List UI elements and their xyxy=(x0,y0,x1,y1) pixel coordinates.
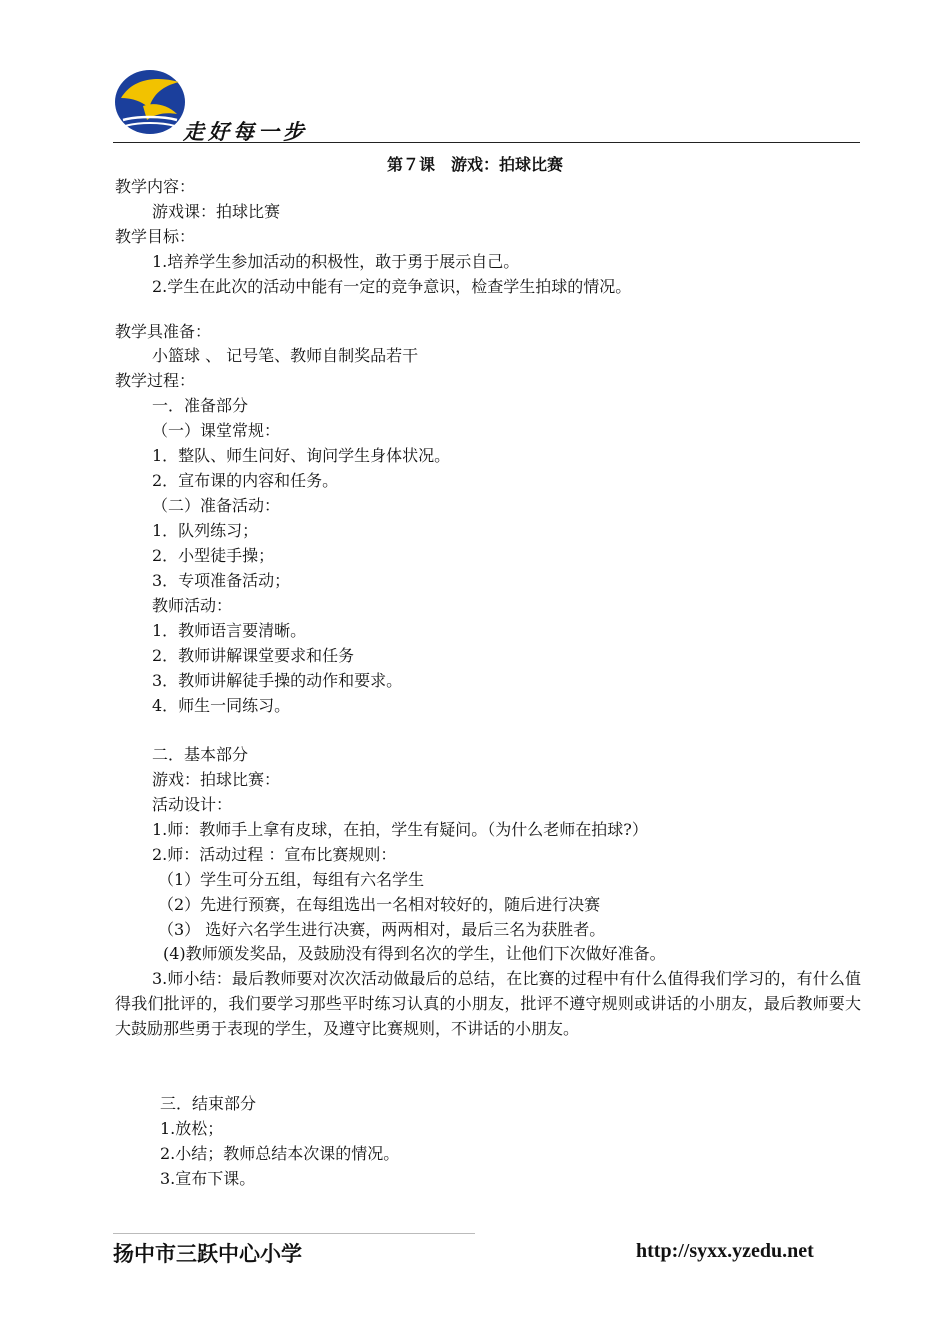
list-item: 3.宣布下课。 xyxy=(160,1169,256,1188)
list-item: 2.师：活动过程 ：宣布比赛规则： xyxy=(152,845,397,864)
sub-heading: 游戏：拍球比赛： xyxy=(152,770,281,789)
goal-line: 1.培养学生参加活动的积极性，敢于勇于展示自己。 xyxy=(152,252,520,271)
list-item: (4)教师颁发奖品，及鼓励没有得到名次的学生，让他们下次做好准备。 xyxy=(163,944,666,963)
list-item: 1.放松； xyxy=(160,1119,224,1138)
part-heading: 一．准备部分 xyxy=(152,396,249,415)
school-logo xyxy=(113,68,187,136)
part-heading: 二．基本部分 xyxy=(152,745,249,764)
section-heading-goals: 教学目标： xyxy=(115,227,196,246)
section-heading-content: 教学内容： xyxy=(115,177,196,196)
list-item: （1）学生可分五组，每组有六名学生 xyxy=(158,870,425,889)
list-item: 1.师：教师手上拿有皮球，在拍，学生有疑问。（为什么老师在拍球?） xyxy=(152,820,648,839)
list-item: 2．宣布课的内容和任务。 xyxy=(152,471,339,490)
list-item: 1．队列练习； xyxy=(152,521,259,540)
list-item: 2.小结；教师总结本次课的情况。 xyxy=(160,1144,400,1163)
goal-line: 2.学生在此次的活动中能有一定的竞争意识，检查学生拍球的情况。 xyxy=(152,277,632,296)
section-heading-process: 教学过程： xyxy=(115,371,196,390)
list-item: 1．整队、师生问好、询问学生身体状况。 xyxy=(152,446,451,465)
sub-heading: 活动设计： xyxy=(152,795,233,814)
header-rule xyxy=(113,142,860,143)
materials-line: 小篮球 、 记号笔、教师自制奖品若干 xyxy=(152,346,419,365)
school-url[interactable]: http://syxx.yzedu.net xyxy=(636,1240,814,1262)
list-item: 2．教师讲解课堂要求和任务 xyxy=(152,646,355,665)
summary-paragraph: 3.师小结：最后教师要对次次活动做最后的总结，在比赛的过程中有什么值得我们学习的，有什么值得我们批评的，我们要学习那些平时练习认真的小朋友，批评不遵守规则或讲话的小朋友，最后教师要大大鼓励那些勇于表现的学生，及遵守比赛规则，不讲话的小朋友。 xyxy=(115,969,861,1038)
list-item: 1．教师语言要清晰。 xyxy=(152,621,307,640)
footer-rule xyxy=(113,1233,475,1234)
part-heading: 三．结束部分 xyxy=(160,1094,257,1113)
list-item: 3．教师讲解徒手操的动作和要求。 xyxy=(152,671,403,690)
school-name: 扬中市三跃中心小学 xyxy=(113,1242,302,1266)
list-item: （2）先进行预赛，在每组选出一名相对较好的，随后进行决赛 xyxy=(158,895,601,914)
section-heading-materials: 教学具准备： xyxy=(115,322,212,341)
sub-heading: （二）准备活动： xyxy=(152,496,281,515)
lesson-title: 第７课 游戏：拍球比赛 xyxy=(386,155,563,174)
list-item: 2．小型徒手操； xyxy=(152,546,275,565)
content-line: 游戏课：拍球比赛 xyxy=(152,202,281,221)
list-item: 4．师生一同练习。 xyxy=(152,696,291,715)
list-item: （3） 选好六名学生进行决赛，两两相对，最后三名为获胜者。 xyxy=(158,920,606,939)
sub-heading: 教师活动： xyxy=(152,596,233,615)
school-motto: 走好每一步 xyxy=(183,120,308,144)
sub-heading: （一）课堂常规： xyxy=(152,421,281,440)
list-item: 3．专项准备活动； xyxy=(152,571,291,590)
